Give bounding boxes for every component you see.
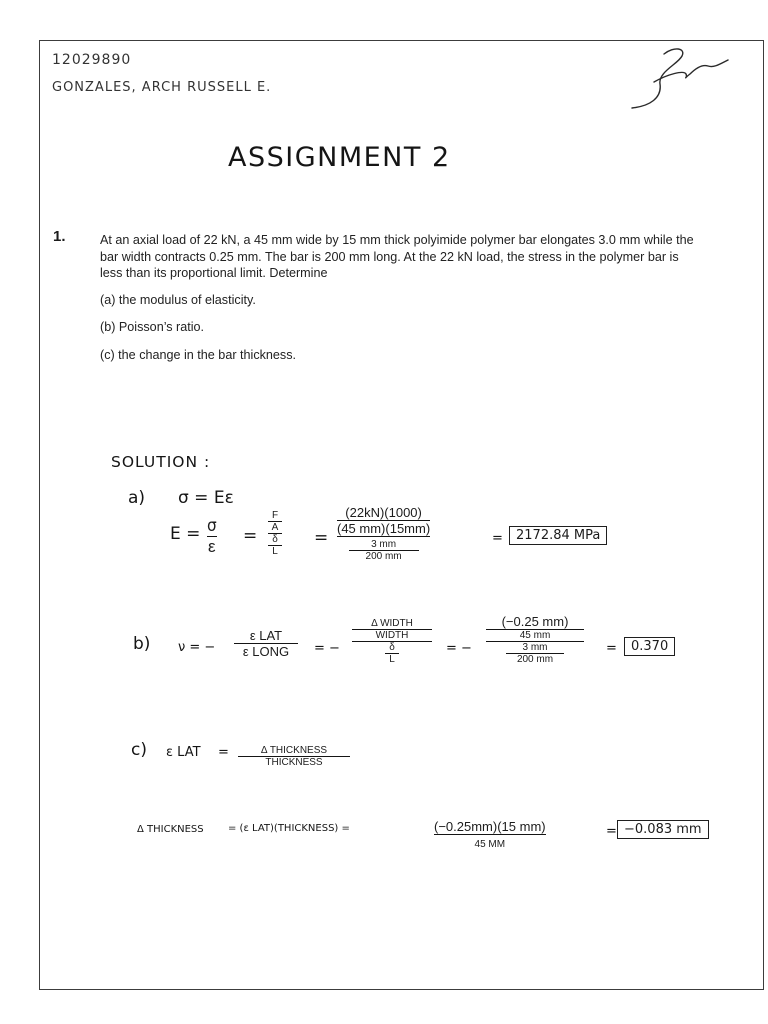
lateral-strain: ε LAT [249,628,283,643]
part-c-text: (c) the change in the bar thickness. [100,348,297,362]
equals-c1: = [218,745,229,760]
delta-width: Δ WIDTH [371,618,413,629]
strain-ratio [234,628,298,659]
part-c-label: c) [131,740,147,760]
poisson-numeric-fraction [486,614,584,665]
delta-symbol-b: δ [389,642,395,653]
length-value: 200 mm [365,551,402,562]
sigma-symbol: σ [207,516,217,536]
hooke-law: σ = Eε [178,488,234,508]
delta-thickness: Δ THICKNESS [260,745,328,756]
solution-heading: SOLUTION : [111,453,211,471]
force-symbol: F [271,510,279,521]
equals-c2: = [606,824,617,839]
equals-2: = [314,528,329,548]
signature-mark [624,44,744,110]
thickness-numerator: (−0.25mm)(15 mm) [434,819,546,834]
problem-number: 1. [53,228,66,245]
student-name: GONZALES, ARCH RUSSELL E. [52,80,272,95]
poisson-lhs: ν = − [178,640,216,655]
width-change-value: (−0.25 mm) [501,614,569,629]
modulus-numeric-fraction [337,505,430,562]
elongation-value: 3 mm [371,539,397,550]
delta-thickness-lhs: Δ THICKNESS [137,824,204,835]
area-value: (45 mm)(15mm) [337,521,431,536]
elongation-value-b: 3 mm [522,642,548,653]
stress-over-strain [268,510,282,557]
epsilon-symbol: ε [208,537,216,556]
length-symbol: L [272,546,278,557]
page-title: ASSIGNMENT 2 [228,142,451,173]
lateral-strain-c: ε LAT [166,745,201,760]
thickness-numeric-fraction [434,819,546,850]
equals-3: = [606,641,617,656]
area-symbol: A [271,522,279,533]
thickness-word: THICKNESS [265,757,323,768]
problem-text: At an axial load of 22 kN, a 45 mm wide by 15 mm thick polyimide polymer bar elongates 3.0 mm while the bar width contracts 0.25 mm. The bar is 200 mm long. At the 22 kN load, the stress in the polymer bar is less than its proportional limit. Determine [100,233,694,280]
part-a-label: a) [128,488,146,508]
thickness-denominator: 45 MM [474,839,506,850]
thickness-expression: = (ε LAT)(THICKNESS) = [228,823,350,834]
thickness-fraction [238,745,350,768]
approx-sign: = [492,531,503,546]
part-a-text: (a) the modulus of elasticity. [100,293,256,307]
student-id: 12029890 [52,52,132,68]
sigma-over-epsilon [207,516,217,557]
modulus-lhs: E = [170,524,201,544]
answer-c-box: −0.083 mm [617,820,709,839]
equals-1: = [243,526,258,546]
answer-b-box: 0.370 [624,637,675,656]
force-value: (22kN)(1000) [345,505,422,520]
longitudinal-strain: ε LONG [242,644,290,659]
length-symbol-b: L [389,654,395,665]
part-b-text: (b) Poisson’s ratio. [100,320,205,334]
length-value-b: 200 mm [516,654,554,665]
width-ratio-fraction [352,618,432,665]
answer-a-box: 2172.84 MPa [509,526,607,545]
delta-symbol: δ [272,534,278,545]
width-word: WIDTH [375,630,409,641]
width-value: 45 mm [519,630,551,641]
equals-minus-2: = − [446,641,472,656]
equals-minus-1: = − [314,641,340,656]
part-b-label: b) [133,634,151,654]
